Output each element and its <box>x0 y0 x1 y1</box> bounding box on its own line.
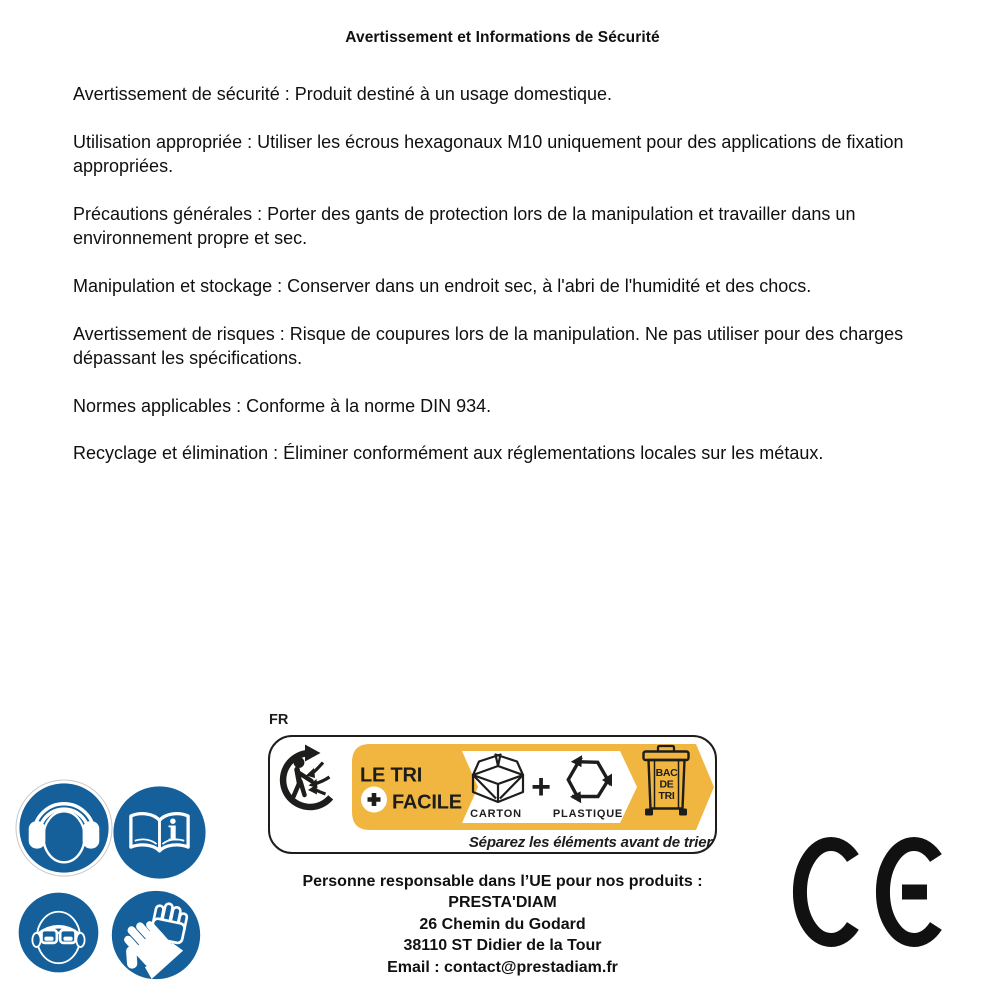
le-tri-text: LE TRI <box>360 764 423 787</box>
read-manual-icon <box>111 784 208 881</box>
facile-text: FACILE <box>392 791 462 814</box>
plastique-label: PLASTIQUE <box>552 808 624 820</box>
contact-email: Email : contact@prestadiam.fr <box>387 958 618 976</box>
city-address: 38110 ST Didier de la Tour <box>403 937 602 955</box>
bin-text-bac: BAC <box>655 767 678 779</box>
info-tri-graphic <box>269 736 718 855</box>
info-tri-label <box>268 735 717 854</box>
company-name: PRESTA'DIAM <box>448 894 557 912</box>
paragraph-general-precautions: Précautions générales : Porter des gants de protection lors de la manipulation et travailler dans un environnement propre et sec. <box>73 203 856 249</box>
paragraph-handling-storage: Manipulation et stockage : Conserver dans un endroit sec, à l'abri de l'humidité et des chocs. <box>73 275 812 296</box>
paragraph-appropriate-use: Utilisation appropriée : Utiliser les écrous hexagonaux M10 uniquement pour des applications de fixation appropriées. <box>73 131 904 177</box>
paragraph-standards: Normes applicables : Conforme à la norme DIN 934. <box>73 395 492 416</box>
triman-icon <box>283 745 331 807</box>
safety-text-block <box>73 82 938 489</box>
svg-text:i: i <box>167 813 179 848</box>
street-address: 26 Chemin du Godard <box>419 915 586 933</box>
bin-text-de: DE <box>659 778 674 791</box>
fr-country-code: FR <box>269 712 289 728</box>
ear-protection-icon <box>15 779 113 877</box>
bin-text-tri: TRI <box>658 790 675 802</box>
responsible-intro: Personne responsable dans l’UE pour nos produits : <box>302 873 703 890</box>
paragraph-safety-warning: Avertissement de sécurité : Produit destiné à un usage domestique. <box>73 84 612 104</box>
paragraph-risk-warning: Avertissement de risques : Risque de coupures lors de la manipulation. Ne pas utiliser pour des charges dépassant les spécifications. <box>73 323 904 369</box>
ce-mark <box>786 835 950 949</box>
materials-plus: + <box>531 768 551 806</box>
sorting-tagline: Séparez les éléments avant de trier <box>468 834 712 851</box>
page-title: Avertissement et Informations de Sécurité <box>345 29 660 46</box>
paragraph-recycling: Recyclage et élimination : Éliminer conformément aux réglementations locales sur les métaux. <box>73 443 824 464</box>
carton-label: CARTON <box>470 808 522 820</box>
